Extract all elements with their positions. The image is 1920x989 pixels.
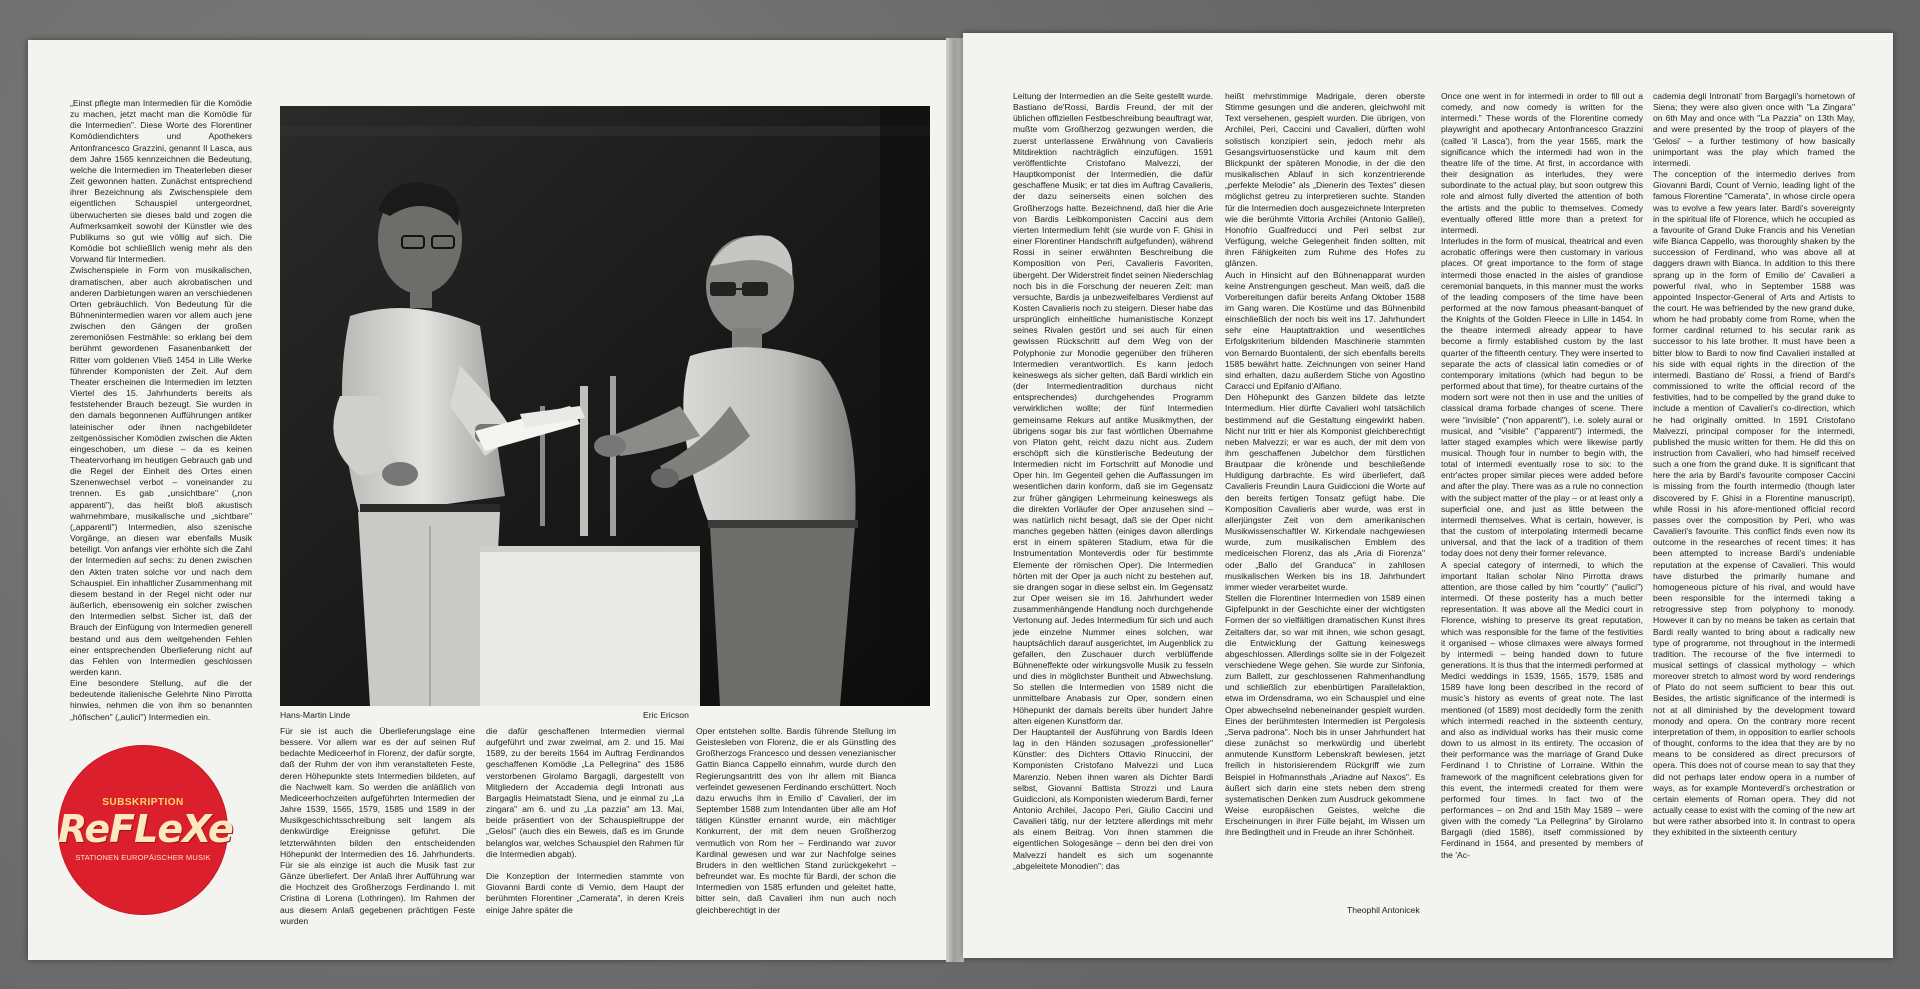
spine-gutter	[946, 38, 964, 962]
left-page	[28, 40, 948, 960]
author-signature: Theophil Antonicek	[1347, 905, 1420, 915]
text-column-a: Für sie ist auch die Überlieferungslage eine bessere. Vor allem war es der auf seinen Ruf bedachte Mediceerhof in Florenz, der dafür sorgte, daß der Ruhm der von ihm veranstalteten Feste, deren Höhepunkte stets Intermedien bildeten, auf die Nachwelt kam. So werden die anläßlich von Mediceerhochzeiten aufgeführten Intermedien der Jahre 1539, 1565, 1579, 1585 und 1589 in der Musikgeschichtsschreibung seit langem als denkwürdige Ereignisse geführt. Die letzterwähnten bilden den entscheidenden Höhepunkt der Intermedien des 16. Jahrhunderts. Für sie als einzige ist auch die Musik fast zur Gänze überliefert. Der Anlaß ihrer Aufführung war die Hochzeit des Großherzogs Ferdinando I. mit Cristina di Lorena (Lothringen). Im Rahmen der aus diesem Anlaß gegebenen prächtigen Feste wurden	[280, 726, 475, 926]
text-column-1: Leitung der Intermedien an die Seite gestellt wurde. Bastiano de'Rossi, Bardis Freund, der mit der üblichen offiziellen Festbeschreibung beauftragt war, mußte vom Großherzog gezwungen werden, die zuerst unterlassene Erwähnung von Cavalieris Mitdirektion nachträglich einzufügen. 1591 veröffentlichte Cristofano Malvezzi, der Hauptkomponist der Intermedien, die dafür geschaffene Musik; er tat dies im Auftrag Cavalieris, der dazu seinerseits einen solchen des Großherzogs hatte. Bezeichnend, daß hier die Arie von Bardis Leibkomponisten Caccini aus dem vierten Intermedium fehlt (sie wurde von F. Ghisi in einer Florentiner Handschrift aufgefunden), während Rossi in seiner erwähnten Beschreibung die Komposition von Peri, Cavalieris Favoriten, übergeht. Der Widerstreit findet seinen Niederschlag noch bis in die Forschung der neueren Zeit: man versuchte, Bardis ja unbezweifelbares Verdienst auf Kosten Cavalieris noch zu steigern. Dieser habe das ursprünglich einheitliche humanistische Konzept seines Rivalen gestört und sei auch für einen gewissen Rückschritt auf dem Weg von der Polyphonie zur Monodie gegenüber den früheren Intermedien verantwortlich. Es kann jedoch keineswegs als sicher gelten, daß Bardi wirklich ein (der Intermedientradition durchaus nicht entsprechendes) durchgehendes Programm verwirklichen wollte; der fünf Intermedien gemeinsame Rekurs auf antike Musikmythen, der übrigens sogar bis zur fast wörtlichen Übernahme von Platon geht, reicht dazu nicht aus. Zudem erschöpft sich die künstlerische Bedeutung der Intermedien nicht im Fortschritt auf Monodie und Oper hin. Im Gegenteil gehen die Auffassungen im wesentlichen darin konform, daß sie im Gegensatz zur früher gängigen Lehrmeinung keineswegs als die direkten Vorläufer der Oper anzusehen sind – was natürlich nicht besagt, daß sie der Oper nicht manches gegeben hätten (einiges davon allerdings erst in einem späteren Stadium, etwa für die Instrumentation Monteverdis oder für bestimmte Elemente der römischen Oper). Die Intermedien hörten mit der Oper ja auch nicht zu bestehen auf, sie drangen sogar in diese selbst ein. Im Gegensatz zur Oper weisen sie im 16. Jahrhundert weder zusammenhängende Handlung noch durchgehende Vertonung auf. Jedes Intermedium für sich und auch jede einzelne Nummer eines solchen, war hauptsächlich darauf ausgerichtet, im Augenblick zu gefallen, den Zuschauer durch verblüffende Bühneneffekte oder wirkungsvolle Musik zu fesseln und dies in möglichster Buntheit und Abwechslung. So stellen die Intermedien von 1589 nicht die unmittelbare Anabasis zur Oper, sondern einen Höhepunkt der damals bereits über hundert Jahre alten eigenen Kunstform dar. Der Hauptanteil der Ausführung von Bardis Ideen lag in den Händen sozusagen „professioneller" Künstler: des Dichters Ottavio Rinuccini, der Komponisten Cristofano Malvezzi und Luca Marenzio. Neben ihnen waren als Dichter Bardi selbst, Giovanni Battista Strozzi und Laura Guidiccioni, als Komponisten wiederum Bardi, ferner Antonio Archilei, Jacopo Peri, Giulio Caccini und Cavalieri tätig, nur der letztere allerdings mit mehr als einem Beitrag. Von ihnen stammen die eigentlichen Sologesänge – denn bei den drei von Malvezzi handelt es sich um sogenannte „abgeleitete Monodien": das	[1013, 91, 1214, 871]
photo-image	[280, 106, 930, 706]
text-column-2: heißt mehrstimmige Madrigale, deren oberste Stimme gesungen und die anderen, gleichwohl mit Text versehenen, gespielt wurden. Die übrigen, von Archilei, Peri, Caccini und Cavalieri, dürften wohl solistisch konzipiert sein, jedoch mehr als Gesangsvirtuosenstücke und kaum mit dem Blickpunkt der späteren Monodie, in der die den musikalischen Ablauf in sich konzentrierende „perfekte Melodie" als „Dienerin des Textes" diesen möglichst getreu zu interpretieren suchte. Standen für die Intermedien doch ausgezeichnete Interpreten wie die berühmte Vittoria Archilei (Antonio Galilei), Honofrio Gualfreducci und Peri selbst zur Verfügung, welche Gelegenheit finden sollten, mit ihren Fähigkeiten zum Ruhme des Hofes zu glänzen. Auch in Hinsicht auf den Bühnenapparat wurden keine Anstrengungen gescheut. Man weiß, daß die Vorbereitungen dafür bereits Anfang Oktober 1588 im Gang waren. Die Kostüme und das Bühnenbild einschließlich der noch bis weit ins 17. Jahrhundert sehr eine Hauptattraktion und wesentliches Erfolgskriterium bildenden Maschinerie stammten von Bernardo Buontalenti, der sich ebenfalls bereits 1585 bewährt hatte. Zeichnungen von seiner Hand sind erhalten, dazu außerdem Stiche von Agostino Caracci und Epifanio d'Alfiano. Den Höhepunkt des Ganzen bildete das letzte Intermedium. Hier dürfte Cavalieri wohl tatsächlich bestimmend auf die Gestaltung eingewirkt haben. Nicht nur tritt er hier als Komponist gleichberechtigt neben Malvezzi; er war es auch, der mit dem von ihm geschaffenen Jubelchor dem fürstlichen Brautpaar die krönende und beschließende Huldigung darbrachte. Es wird überliefert, daß Cavalieris Freundin Laura Guidiccioni die Worte auf den bereits fertigen Tonsatz gefügt habe. Die Komposition Cavalieris aber wurde, was erst in allerjüngster Zeit von dem amerikanischen Musikwissenschaftler W. Kirkendale nachgewiesen wurde, zum musikalischen Emblem des mediceischen Florenz, das als „Aria di Fiorenza" oder „Ballo del Granduca" in zahllosen musikalischen Werken bis ins 18. Jahrhundert immer wieder verarbeitet wurde. Stellen die Florentiner Intermedien von 1589 einen Gipfelpunkt in der Geschichte einer der wichtigsten Formen der so vielfältigen dramatischen Kunst ihres Zeitalters dar, so war mit ihnen, wie schon gesagt, die Entwicklung der Gattung keineswegs abgeschlossen. Allerdings sollte sie in der Folgezeit verschiedene Wege gehen. Sie wurde zur Sinfonia, zum Ballett, zur geschlossenen Rahmenhandlung und schließlich zur ebenbürtigen Parallelaktion, etwa im Ordensdrama, wo ein Schauspiel und eine Oper abwechselnd nebeneinander gespielt wurden. Eines der berühmtesten Intermedien ist Pergolesis „Serva padrona". Noch bis in unser Jahrhundert hat diese zunächst so merkwürdig und überlebt anmutende Kunstform Lebenskraft bewiesen, jetzt freilich in historisierendem Rückgriff wie zum Beispiel in Hofmannsthals „Ariadne auf Naxos". Es äußert sich darin eine stets neben dem streng systematischen Denken zum Ausdruck gekommene Weise europäischen Geistes, welche die Erscheinungen in ihrer Fülle bejaht, im Wissen um ihre Bedingtheit und in Freude an ihrer Schönheit.	[1225, 91, 1425, 838]
text-column-4-english: cademia degli Intronati' from Bargagli's hometown of Siena; they were also given once with "La Zingara" on 6th May and once with "La Pazzia" on 13th May, and were presented by the troop of players of the 'Gelosi' – a further testimony of how basically unimportant was the play which framed the intermedi. The conception of the intermedio derives from Giovanni Bardi, Count of Vernio, leading light of the famous Florentine "Camerata", in whose circle opera was to evolve a few years later. Bardi's sovereignty in the spiritual life of Florence, which he occupied as a favourite of Grand Duke Francis and his Venetian wife Bianca Cappello, was thoroughly shaken by the succession of Ferdinand, who was above all at daggers drawn with Bianca. In addition to this there sprang up in the form of Emilio de' Cavalieri a powerful rival, who in September 1588 was appointed Inspector-General of Arts and Artists to the court. He was befriended by the new grand duke, whom he had probably come from Rome, when the former cardinal returned to his secular rank as successor to his late brother. It must have been a bitter blow to Bardi to now find Cavalieri installed at his side with equal rights in the direction of the intermedi. Bastiano de' Rossi, a friend of Bardi's commissioned to write the official record of the festivities, had to be compelled by the grand duke to include a mention of Cavalieri's co-direction, which he had originally omitted. In 1591 Cristofano Malvezzi, principal composer for the intermedi, published the music written for them. He did this on instruction from Cavalieri, who had himself received such a one from the grand duke. It is significant that here the aria by Bardi's favourite composer Caccini is missing from the fourth intermedio (though later discovered by F. Ghisi in a Florentine manuscript), while Rossi in his afore-mentioned official record passes over the composition by Peri, who was Cavalieri's favourite. This conflict finds even now its outcome in the researches of recent times: it has been attempted to increase Bardi's undeniable reputation at the expense of Cavalieri. This would have disturbed the primarily humane and homogeneous picture of his rival, and would have been responsible for the intermedi taking a retrogressive step from polyphony to monody. However it can by no means be taken as certain that Bardi really wanted to bring about a radically new type of programme, not throughout in the intermedi tradition. The recourse of the five intermedi to musical settings of classical mythology – which moreover stretch to almost word by word renderings of Plato do not seem sufficient to bear this out. Besides, the artistic significance of the intermedi is not at all diminished by the development toward monody and opera. On the contrary more recent interpretation of them, in opposition to earlier schools of thought, conforms to the idea that they are by no means to be considered as direct precursors of opera. This does not of course mean to say that they did not perhaps later endow opera in a number of ways, as for example Monteverdi's orchestration or certain elements of Roman opera. They did not actually cease to exist with the coming of the new art but were rather absorbed into it. In contrast to opera they exhibited in the sixteenth century	[1653, 91, 1855, 838]
logo-subscription-text: SUBSKRIPTION	[102, 797, 184, 808]
text-column-3-english: Once one went in for intermedi in order to fill out a comedy, and now comedy is written for the intermedi." These words of the Florentine comedy playwright and apothecary Antonfrancesco Grazzini (called 'il Lasca'), from the year 1565, mark the significance which the intermedi had won in the theatre life of the time. At first, in accordance with their designation as interludes, they were subordinate to the actual play, but soon outgrew this role and almost fully diverted the attention of both the artists and the public to themselves. Comedy eventually offered little more than a pretext for intermedi. Interludes in the form of musical, theatrical and even acrobatic offerings were then customary in various places. Of great importance to the form of stage intermedi those enacted in the aisles of grandiose ceremonial banquets, in this manner must the works of the leading composers of the time have been performed at the now famous pheasant-banquet of the Knights of the Golden Fleece in Lille in 1454. In the theatre intermedi already appear to have become a firmly established custom by the last quarter of the fifteenth century. They were inserted to separate the acts of classical latin comedies or of contemporary imitations (which had begun to be performed about that time), for theatre curtains of the modern sort were not then in use and the unities of classical drama forbade changes of scene. There were "invisible" ("non apparenti"), i.e. solely aural or musical, and "visible" ("apparenti") intermedi, the latter staged examples which were likewise partly musical. Though four in number to begin with, the total of intermedi eventually rose to six: to the entr'actes proper similar pieces were added before and after the play. There was as a rule no connection with the subject matter of the play – or at least only a superficial one, and just as little between the intermedi themselves. What is certain, however, is that the custom of interpolating intermedi became universal, and that the lack of a tradition of them today does not deny their former relevance. A special category of intermedi, to which the important Italian scholar Nino Pirrotta draws attention, are those called by him "courtly" ("aulici") intermedi. Of these posterity has a much better representation. It was above all the Medici court in Florence, wishing to preserve its great reputation, which was responsible for the fame of the festivities it organised – whose climaxes were always formed by intermedi – being handed down to future generations. It is thus that the intermedi performed at Medici weddings in 1539, 1565, 1579, 1585 and 1589 have long been described in the record of music's history as events of great note. The last mentioned (of 1589) most decidedly form the zenith which intermedi reached in the sixteenth century, and also as individual works has their music come down to us almost in its entirety. The occasion of their performance was the marriage of Grand Duke Ferdinand I to Christine of Lorraine. Within the framework of the magnificent celebrations given for this event, the intermedi created for them were performed four times. In fact two of the performances – on 2nd and 15th May 1589 – were given with the comedy "La Pellegrina" by Girolamo Bargagli (died 1586), itself commissioned by Ferdinand in 1564, and presented by members of the 'Ac-	[1441, 91, 1643, 860]
right-page	[963, 33, 1893, 958]
photo-caption-right: Eric Ericson	[643, 710, 689, 720]
intro-text-column: „Einst pflegte man Intermedien für die Komödie zu machen, jetzt macht man die Komödie für die Intermedien". Diese Worte des Florentiner Komödiendichters und Apothekers Antonfrancesco Grazzini, genannt Il Lasca, aus dem Jahre 1565 kennzeichnen die Bedeutung, welche die Intermedien im Theaterleben dieser Zeit gewonnen hatten. Zunächst entsprechend ihrer Bezeichnung als Zwischenspiele dem eigentlichen Schauspiel untergeordnet, überwucherten sie dieses bald und zogen die Aufmerksamkeit sowohl der Künstler wie des Publikums so gut wie völlig auf sich. Die Komödie bot schließlich wenig mehr als den Vorwand für Intermedien. Zwischenspiele in Form von musikalischen, dramatischen, aber auch akrobatischen und anderen Darbietungen waren an verschiedenen Orten gebräuchlich. Von Bedeutung für die Bühnenintermedien waren vor allem auch jene zwischen den Gängen der großen zeremoniösen Festmähle: so erklang bei dem berühmt gewordenen Fasanenbankett der Ritter vom goldenen Vließ 1454 in Lille Werke führender Komponisten der Zeit. Auf dem Theater erscheinen die Intermedien im letzten Viertel des 15. Jahrhunderts bereits als feststehender Brauch bezeugt. Sie wurden in den damals begonnenen Aufführungen antiker lateinischer oder ihnen nachgebildeter zeitgenössischer Komödien zwischen die Akten eingeschoben, um diese – da es keinen Theatervorhang im heutigen Gebrauch gab und die Regel der Einheit des Ortes einen Szenenwechsel verbot – voneinander zu trennen. Es gab „unsichtbare" („non apparenti"), das heißt bloß akustisch wahrnehmbare, musikalische und „sichtbare" („apparenti") Intermedien, also szenische Vorgänge, an diesen war ebenfalls Musik beteiligt. Von anfangs vier erhöhte sich die Zahl der Intermedien auf sechs: zu denen zwischen den Akten traten solche vor und nach dem Schauspiel. Ein inhaltlicher Zusammenhang mit diesem bestand in der Regel nicht oder nur äußerlich, ebensowenig ein solcher zwischen den Intermedien selbst. Sicher ist, daß der Brauch der Einfügung von Intermedien generell bestand und aus dem weitgehenden Fehlen einer entsprechenden Überlieferung nicht auf das Fehlen von Intermedien geschlossen werden kann. Eine besondere Stellung, auf die der bedeutende italienische Gelehrte Nino Pirrotta hinwies, nehmen die von ihm so benannten „höfischen" („aulici") Intermedien ein.	[70, 98, 252, 722]
logo-wordmark: ReFLeXe	[58, 807, 233, 851]
photo-hans-martin-linde-eric-ericson	[280, 106, 930, 706]
logo-tagline: STATIONEN EUROPÄISCHER MUSIK	[75, 853, 211, 862]
reflexe-logo	[58, 745, 233, 915]
text-column-b: die dafür geschaffenen Intermedien viermal aufgeführt und zwar zweimal, am 2. und 15. Mai 1589, zu der bereits 1564 im Auftrag Ferdinandos geschaffenen Komödie „La Pellegrina" des 1586 verstorbenen Girolamo Bargagli, dargestellt von Mitgliedern der Accademia degli Intronati aus Bargaglis Heimatstadt Siena, und je einmal zu „La zingara" am 6. und zu „La pazzia" am 13. Mai, beide präsentiert von der Schauspieltruppe der „Gelosi" (auch dies ein Beweis, daß es im Grunde belanglos war, welches Schauspiel den Rahmen für die Intermedien abgab). Die Konzeption der Intermedien stammte von Giovanni Bardi conte di Vernio, dem Haupt der berühmten Florentiner „Camerata", in deren Kreis einige Jahre später die	[486, 726, 684, 915]
text-column-c: Oper entstehen sollte. Bardis führende Stellung im Geistesleben von Florenz, die er als Günstling des Großherzogs Francesco und dessen venezianischer Gattin Bianca Cappello einnahm, wurde durch den Regierungsantritt des von ihr allem mit Bianca verfeindet gewesenen Ferdinando erschüttert. Noch dazu erwuchs ihm in Emilio d' Cavalieri, der im September 1588 zum Intendanten über alle am Hof tätigen Künstler ernannt wurde, ein mächtiger Konkurrent, der mit dem neuen Großherzog vermutlich von Rom her – Ferdinando war zuvor Kardinal gewesen und war zur Nachfolge seines Bruders in den weltlichen Stand zurückgekehrt – befreundet war. Es mochte für Bardi, der schon die Intermedien von 1585 erfunden und geleitet hatte, bitter sein, daß Cavalieri ihm nun auch noch gleichberechtigt in der	[696, 726, 896, 915]
photo-caption-left: Hans-Martin Linde	[280, 710, 351, 720]
